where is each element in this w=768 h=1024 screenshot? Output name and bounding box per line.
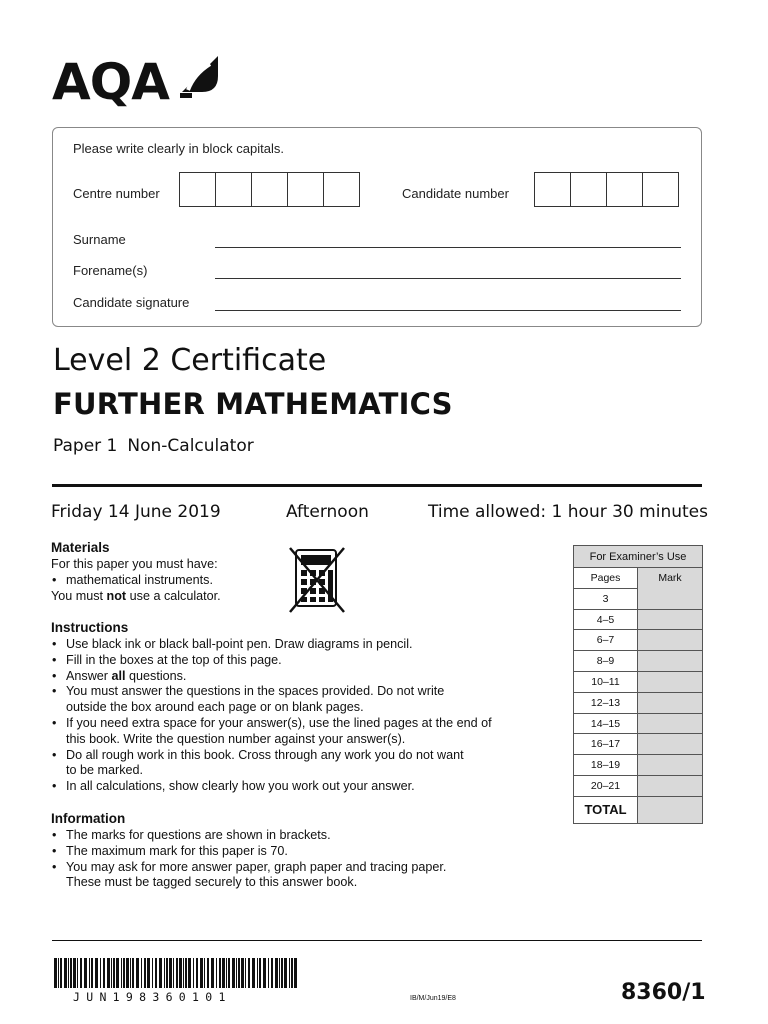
mark-cell bbox=[638, 714, 702, 735]
table-row bbox=[574, 610, 702, 631]
barcode-number: JUN198360101 bbox=[73, 990, 232, 1004]
examiner-rows bbox=[574, 589, 702, 797]
list-text: • If you need extra space for your answer(s), use the lined pages at the end of bbox=[66, 715, 492, 730]
mark-cell bbox=[638, 693, 702, 714]
table-row bbox=[574, 630, 702, 651]
pages-cell: 10–11 bbox=[574, 672, 638, 693]
barcode-icon bbox=[54, 958, 300, 988]
list-text: questions. bbox=[125, 668, 187, 683]
list-text: These must be tagged securely to this answer book. bbox=[66, 875, 358, 890]
list-item bbox=[51, 716, 551, 748]
centre-number-label: Centre number bbox=[73, 186, 160, 201]
candidate-number-label: Candidate number bbox=[402, 186, 509, 201]
surname-line[interactable] bbox=[215, 247, 681, 248]
rule-text: use a calculator. bbox=[126, 589, 221, 603]
logo-text: AQA bbox=[52, 53, 169, 111]
candidate-number-boxes[interactable] bbox=[534, 172, 678, 207]
table-row bbox=[574, 714, 702, 735]
no-calculator-icon bbox=[288, 546, 348, 614]
instructions-list bbox=[51, 637, 551, 795]
list-text: • You may ask for more answer paper, graph paper and tracing paper. bbox=[66, 859, 447, 874]
information-list bbox=[51, 828, 551, 891]
centre-digit-box[interactable] bbox=[179, 172, 216, 207]
pages-cell: 14–15 bbox=[574, 714, 638, 735]
pages-cell: 16–17 bbox=[574, 734, 638, 755]
table-header-row bbox=[574, 568, 702, 589]
subject-title: FURTHER MATHEMATICS bbox=[53, 387, 453, 421]
table-row bbox=[574, 776, 702, 797]
list-item bbox=[51, 669, 551, 685]
list-item: • Fill in the boxes at the top of this page. bbox=[51, 653, 551, 669]
mark-cell bbox=[638, 630, 702, 651]
divider-footer bbox=[52, 940, 702, 941]
list-item bbox=[51, 748, 551, 780]
centre-digit-box[interactable] bbox=[323, 172, 360, 207]
exam-date: Friday 14 June 2019 bbox=[51, 502, 221, 522]
list-item bbox=[51, 860, 551, 892]
paper-title bbox=[53, 436, 264, 456]
leaf-icon bbox=[180, 54, 220, 98]
list-text: to be marked. bbox=[66, 763, 144, 778]
list-text: Answer bbox=[66, 668, 112, 683]
surname-label: Surname bbox=[73, 232, 126, 247]
list-text: outside the box around each page or on blank pages. bbox=[66, 700, 364, 715]
table-row bbox=[574, 693, 702, 714]
list-item bbox=[51, 684, 551, 716]
pages-cell: 3 bbox=[574, 589, 638, 610]
pages-cell: 18–19 bbox=[574, 755, 638, 776]
centre-digit-box[interactable] bbox=[251, 172, 288, 207]
divider-thick bbox=[52, 484, 702, 487]
paper-code: 8360/1 bbox=[621, 980, 706, 1005]
aqa-logo bbox=[52, 54, 222, 114]
materials-heading: Materials bbox=[51, 540, 110, 555]
list-item: • The marks for questions are shown in brackets. bbox=[51, 828, 551, 844]
forename-line[interactable] bbox=[215, 278, 681, 279]
paper-type: Non-Calculator bbox=[127, 436, 254, 456]
centre-digit-box[interactable] bbox=[215, 172, 252, 207]
pages-cell: 4–5 bbox=[574, 610, 638, 631]
mark-cell bbox=[638, 589, 702, 610]
mark-cell bbox=[638, 672, 702, 693]
table-row bbox=[574, 651, 702, 672]
pages-cell: 8–9 bbox=[574, 651, 638, 672]
block-capitals-instruction: Please write clearly in block capitals. bbox=[73, 141, 284, 156]
materials-line: For this paper you must have: bbox=[51, 557, 218, 571]
total-row bbox=[574, 797, 702, 823]
forename-label: Forename(s) bbox=[73, 263, 148, 278]
list-item: • Use black ink or black ball-point pen. Draw diagrams in pencil. bbox=[51, 637, 551, 653]
instructions-heading: Instructions bbox=[51, 620, 129, 635]
paper-reference: IB/M/Jun19/E8 bbox=[410, 995, 456, 1002]
pages-cell: 6–7 bbox=[574, 630, 638, 651]
examiner-use-table bbox=[573, 545, 703, 824]
signature-line[interactable] bbox=[215, 310, 681, 311]
mark-cell bbox=[638, 734, 702, 755]
table-row bbox=[574, 672, 702, 693]
pages-cell: 12–13 bbox=[574, 693, 638, 714]
time-allowed: Time allowed: 1 hour 30 minutes bbox=[428, 502, 708, 522]
list-text: this book. Write the question number against your answer(s). bbox=[66, 731, 406, 746]
candidate-digit-box[interactable] bbox=[570, 172, 607, 207]
list-item: • mathematical instruments. bbox=[51, 573, 551, 589]
pages-cell: 20–21 bbox=[574, 776, 638, 797]
centre-number-boxes[interactable] bbox=[179, 172, 359, 207]
table-row bbox=[574, 755, 702, 776]
rule-text: You must bbox=[51, 589, 107, 603]
mark-cell bbox=[638, 610, 702, 631]
exam-session: Afternoon bbox=[286, 502, 369, 522]
examiner-table-title: For Examiner’s Use bbox=[574, 546, 702, 568]
pages-column-header: Pages bbox=[574, 568, 638, 589]
rule-emphasis: not bbox=[106, 589, 127, 603]
mark-cell bbox=[638, 755, 702, 776]
signature-label: Candidate signature bbox=[73, 295, 190, 310]
candidate-digit-box[interactable] bbox=[642, 172, 679, 207]
candidate-digit-box[interactable] bbox=[534, 172, 571, 207]
list-item: • The maximum mark for this paper is 70. bbox=[51, 844, 551, 860]
list-emphasis: all bbox=[111, 668, 126, 683]
table-row bbox=[574, 589, 702, 610]
candidate-details-box bbox=[52, 127, 702, 327]
candidate-digit-box[interactable] bbox=[606, 172, 643, 207]
total-label: TOTAL bbox=[574, 797, 638, 823]
list-text: • Do all rough work in this book. Cross through any work you do not want bbox=[66, 747, 464, 762]
list-item: • In all calculations, show clearly how you work out your answer. bbox=[51, 779, 551, 795]
centre-digit-box[interactable] bbox=[287, 172, 324, 207]
paper-number: Paper 1 bbox=[53, 436, 118, 456]
table-row bbox=[574, 734, 702, 755]
mark-cell bbox=[638, 776, 702, 797]
information-heading: Information bbox=[51, 811, 126, 826]
mark-column-header: Mark bbox=[638, 568, 702, 589]
total-mark-cell bbox=[638, 797, 702, 823]
qualification-level: Level 2 Certificate bbox=[53, 343, 327, 378]
mark-cell bbox=[638, 651, 702, 672]
list-text: • You must answer the questions in the spaces provided. Do not write bbox=[66, 684, 445, 699]
